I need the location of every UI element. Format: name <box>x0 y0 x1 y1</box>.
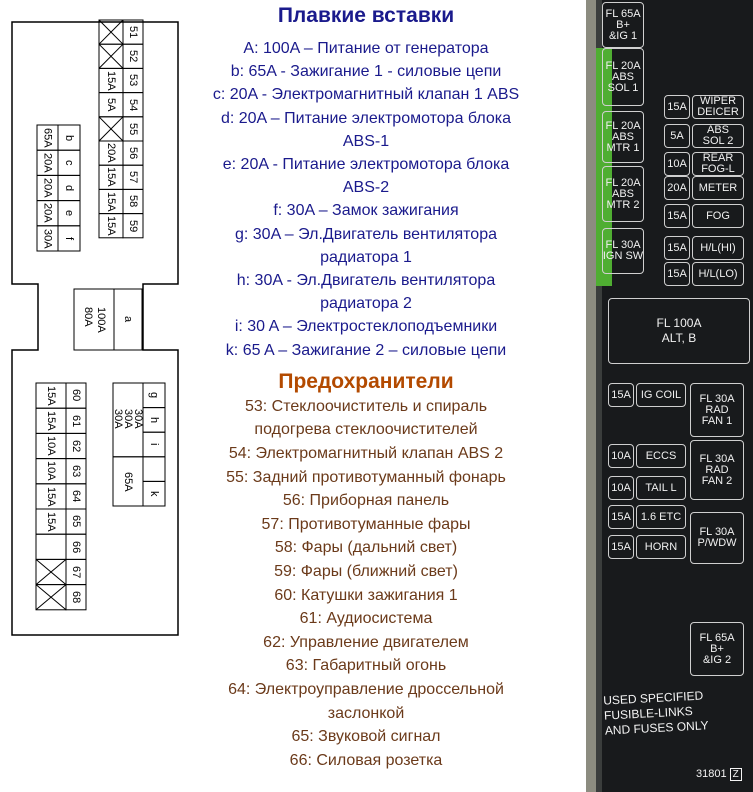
photo-main-link-label: FL 100A ALT, B <box>656 316 702 345</box>
photo-fuse-name: H/L(LO) <box>698 267 738 280</box>
top-fuse-number: 56 <box>127 146 139 160</box>
fuse-legend-line: заслонкой <box>327 704 405 722</box>
bottom-link-rating: 30A <box>122 409 134 429</box>
top-link-rating: 30A <box>41 228 54 249</box>
photo-fuse-name: IG COIL <box>640 388 682 401</box>
photo-fuse-rating: 15A <box>667 241 687 254</box>
fuse-legend-line: 60: Катушки зажигания 1 <box>274 586 458 604</box>
fuse-links-list <box>180 37 552 362</box>
fuse-link-legend-line: b: 65A - Зажигание 1 - силовые цепи <box>230 63 502 81</box>
bottom-fuse-number: 60 <box>70 389 82 402</box>
top-fuse-rating: 20A <box>105 143 117 163</box>
photo-link-label: FL 30A RAD FAN 1 <box>699 392 735 427</box>
top-fuse-rating: 15A <box>105 167 117 188</box>
fuse-link-legend-line: c: 20A - Электромагнитный клапан 1 ABS <box>212 86 520 104</box>
photo-link-label: FL 20A ABS MTR 2 <box>605 176 641 211</box>
photo-link-label: FL 20A ABS SOL 1 <box>605 59 641 94</box>
photo-fuse-name: REAR FOG-L <box>701 152 735 175</box>
top-link-letter: b <box>63 134 75 141</box>
bottom-fuse-number: 62 <box>70 439 82 453</box>
top-fuse-number: 51 <box>127 25 139 39</box>
photo-fuse-rating: 15A <box>611 510 631 523</box>
top-fuse-rating: 15A <box>105 70 117 91</box>
top-fuse-number: 57 <box>127 171 139 184</box>
top-fuse-rating: 5A <box>105 97 117 112</box>
bottom-fuse-number: 64 <box>70 490 82 503</box>
bottom-fuse-rating: 15A <box>45 385 57 406</box>
photo-frame <box>586 0 596 792</box>
photo-fuse-rating: 20A <box>667 181 687 194</box>
photo-fuse-name: TAIL L <box>645 481 677 494</box>
fuse-legend-line: 56: Приборная панель <box>282 492 450 510</box>
fuse-link-legend-line: f: 30A – Замок зажигания <box>273 202 459 220</box>
fuse-legend-line: 53: Стеклоочиститель и спираль <box>244 397 488 415</box>
fuse-link-legend-line: радиатора 1 <box>320 248 412 266</box>
fuse-link-legend-line: A: 100A – Питание от генератора <box>243 40 489 57</box>
bottom-link-letter: k <box>148 490 160 497</box>
fuse-legend-line: 63: Габаритный огонь <box>285 657 447 675</box>
top-link-letter: f <box>63 236 75 240</box>
top-fuse-number: 55 <box>127 122 139 136</box>
main-link-letter: a <box>122 316 134 323</box>
bottom-fuse-number: 61 <box>70 414 82 427</box>
bottom-fuse-number: 67 <box>70 565 82 579</box>
photo-fuse-rating: 10A <box>611 449 631 462</box>
photo-fuse-name: 1.6 ETC <box>640 510 682 523</box>
bottom-link-rating: 65A <box>122 471 134 492</box>
bottom-fuse-number: 65 <box>70 515 82 528</box>
bottom-link-letter: i <box>148 443 160 446</box>
fuse-legend-line: 62: Управление двигателем <box>263 633 469 651</box>
top-fuse-number: 53 <box>127 74 139 87</box>
fuse-link-legend-line: e: 20A - Питание электромотора блока <box>222 156 510 174</box>
photo-link-label: FL 30A P/WDW <box>697 526 737 549</box>
top-fuse-number: 59 <box>127 219 139 232</box>
fuse-box-photo <box>586 0 753 792</box>
photo-link-label: FL 65A B+ &IG 2 <box>699 631 735 666</box>
photo-fuse-name: ECCS <box>645 449 677 462</box>
fuses-list <box>180 395 552 773</box>
photo-fuse-name: HORN <box>644 540 678 553</box>
photo-fuse-rating: 5A <box>670 129 684 142</box>
bottom-fuse-rating: 15A <box>45 410 57 431</box>
legend <box>180 0 552 772</box>
top-link-rating: 20A <box>41 178 54 198</box>
fuse-link-legend-line: k: 65 A – Зажигание 2 – силовые цепи <box>225 341 507 359</box>
photo-fuse-rating: 15A <box>611 540 631 553</box>
fuse-links-heading: Плавкие вставки <box>277 4 455 27</box>
photo-link-label: FL 20A ABS MTR 1 <box>605 119 641 154</box>
photo-warning-text: USED SPECIFIED FUSIBLE-LINKS AND FUSES ONLY <box>602 688 709 738</box>
photo-fuse-name: FOG <box>706 209 730 222</box>
part-number-text: 31801 <box>696 768 727 780</box>
top-link-letter: d <box>63 184 75 192</box>
bottom-link-letter: h <box>148 416 160 423</box>
fuse-legend-line: 61: Аудиосистема <box>299 610 433 628</box>
fuse-link-legend-line: радиатора 2 <box>320 295 412 313</box>
bottom-link-letter: g <box>148 392 160 399</box>
photo-fuse-rating: 15A <box>611 388 631 401</box>
fuse-link-legend-line: ABS-1 <box>342 132 390 150</box>
photo-fuse-name: WIPER DEICER <box>697 95 739 118</box>
bottom-fuse-slot <box>36 534 66 559</box>
fuse-link-legend-line: h: 30A - Эл.Двигатель вентилятора <box>236 272 496 290</box>
top-link-rating: 65A <box>41 127 54 148</box>
top-fuse-rating: 15A <box>105 191 117 212</box>
photo-link-label: FL 65A B+ &IG 1 <box>605 7 641 42</box>
top-link-letter: e <box>63 210 75 217</box>
photo-fuse-name: ABS SOL 2 <box>702 124 734 147</box>
top-link-rating: 20A <box>41 152 54 173</box>
photo-fuse-rating: 10A <box>611 481 631 494</box>
photo-link-label: FL 30A RAD FAN 2 <box>699 452 735 487</box>
bottom-fuse-rating: 10A <box>45 461 57 481</box>
fuse-legend-line: 65: Звуковой сигнал <box>291 728 441 746</box>
photo-fuse-rating: 15A <box>667 209 687 222</box>
main-link-rating: 100A 80A <box>82 306 107 333</box>
fuse-legend-line: 66: Силовая розетка <box>289 751 443 769</box>
fuse-legend-line: 59: Фары (ближний свет) <box>274 563 458 580</box>
bottom-fuse-number: 68 <box>70 591 82 604</box>
fuse-link-legend-line: g: 30A – Эл.Двигатель вентилятора <box>234 225 497 243</box>
photo-link-label: FL 30A IGN SW <box>602 239 644 262</box>
bottom-link-rating: 30A <box>112 409 124 429</box>
bottom-fuse-number: 63 <box>70 465 82 478</box>
top-link-rating: 20A <box>41 203 54 223</box>
top-fuse-number: 58 <box>127 195 139 208</box>
fuse-legend-line: 57: Противотуманные фары <box>261 515 471 533</box>
photo-fuse-rating: 10A <box>667 157 687 170</box>
photo-fuse-name: METER <box>698 181 738 194</box>
bottom-fuse-rating: 15A <box>45 511 57 532</box>
bottom-link-rating: 30A <box>132 409 144 429</box>
fuse-legend-line: 64: Электроуправление дроссельной <box>228 680 504 698</box>
fuse-legend-line: подогрева стеклоочистителей <box>254 421 478 439</box>
photo-fuse-rating: 15A <box>667 100 687 113</box>
photo-part-number <box>696 768 742 780</box>
fuses-heading: Предохранители <box>278 369 454 393</box>
top-link-letter: c <box>63 160 75 166</box>
fuse-link-legend-line: ABS-2 <box>342 179 390 197</box>
fuse-legend-line: 58: Фары (дальний свет) <box>274 539 458 557</box>
photo-fuse-rating: 15A <box>667 267 687 280</box>
bottom-fuse-rating: 10A <box>45 436 57 456</box>
bottom-fuse-rating: 15A <box>45 486 57 507</box>
top-fuse-number: 52 <box>127 50 139 63</box>
top-fuse-number: 54 <box>127 98 139 111</box>
fuse-legend-line: 55: Задний противотуманный фонарь <box>226 468 506 486</box>
fuse-legend-line: 54: Электромагнитный клапан ABS 2 <box>228 445 504 463</box>
photo-fuse-name: H/L(HI) <box>700 241 736 254</box>
bottom-fuse-number: 66 <box>70 540 82 553</box>
fuse-link-legend-line: d: 20A – Питание электромотора блока <box>220 109 512 127</box>
top-fuse-rating: 15A <box>105 215 117 236</box>
nissan-logo-icon: Z <box>730 768 742 781</box>
fuse-link-legend-line: i: 30 A – Электростеклоподъемники <box>234 318 498 336</box>
bottom-link-letter-cell <box>143 457 165 482</box>
